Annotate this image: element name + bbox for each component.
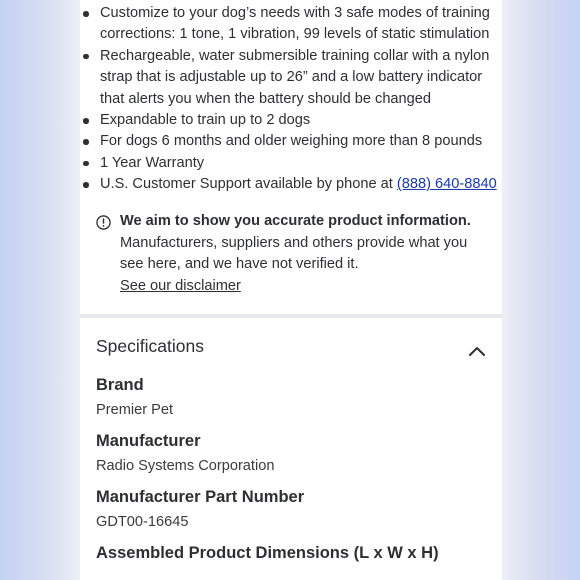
specifications-title: Specifications bbox=[96, 336, 204, 356]
product-details-card bbox=[80, 0, 502, 314]
spec-value: Radio Systems Corporation bbox=[96, 458, 275, 474]
spec-item bbox=[96, 430, 496, 476]
bullet-icon bbox=[83, 54, 89, 60]
spec-item bbox=[96, 374, 496, 420]
spec-label: Manufacturer Part Number bbox=[96, 488, 305, 506]
accuracy-notice bbox=[96, 211, 486, 297]
list-item bbox=[80, 131, 502, 152]
chevron-up-icon[interactable] bbox=[468, 345, 486, 357]
disclaimer-link[interactable]: See our disclaimer bbox=[120, 277, 241, 294]
bullet-icon bbox=[83, 139, 89, 145]
spec-label: Brand bbox=[96, 376, 144, 394]
bullet-icon bbox=[83, 182, 89, 188]
list-item bbox=[80, 153, 502, 174]
feature-text: Rechargeable, water submersible training collar with a nylon strap that is adjustable up to 26” and a low battery indicator that alerts you when the battery should be changed bbox=[100, 47, 490, 107]
list-item bbox=[80, 46, 502, 110]
spec-item bbox=[96, 486, 496, 532]
list-item bbox=[80, 174, 502, 195]
notice-title: We aim to show you accurate product information. bbox=[120, 213, 471, 229]
list-item bbox=[80, 3, 502, 46]
feature-text: 1 Year Warranty bbox=[100, 154, 205, 171]
spec-item bbox=[96, 542, 496, 564]
spec-label: Manufacturer bbox=[96, 432, 201, 450]
list-item bbox=[80, 110, 502, 131]
feature-text: Customize to your dog’s needs with 3 safe modes of training corrections: 1 tone, 1 vibration, 99 levels of static stimulation bbox=[100, 5, 490, 43]
spec-value: GDT00-16645 bbox=[96, 514, 189, 530]
support-phone-link[interactable]: (888) 640-8840 bbox=[396, 176, 497, 193]
bullet-icon bbox=[83, 118, 89, 124]
feature-text: Expandable to train up to 2 dogs bbox=[100, 112, 311, 129]
feature-text: U.S. Customer Support available by phone at bbox=[100, 176, 397, 193]
specifications-toggle[interactable] bbox=[96, 334, 486, 360]
specifications-list bbox=[96, 374, 496, 574]
specifications-card bbox=[80, 318, 502, 580]
bullet-icon bbox=[83, 161, 89, 167]
feature-list bbox=[80, 3, 502, 196]
feature-text: For dogs 6 months and older weighing more than 8 pounds bbox=[100, 133, 483, 150]
bullet-icon bbox=[83, 11, 89, 17]
spec-label: Assembled Product Dimensions (L x W x H) bbox=[96, 544, 439, 562]
notice-body: Manufacturers, suppliers and others provide what you see here, and we have not verified it. bbox=[120, 234, 468, 272]
spec-value: Premier Pet bbox=[96, 402, 174, 418]
info-circle-icon bbox=[96, 215, 111, 230]
